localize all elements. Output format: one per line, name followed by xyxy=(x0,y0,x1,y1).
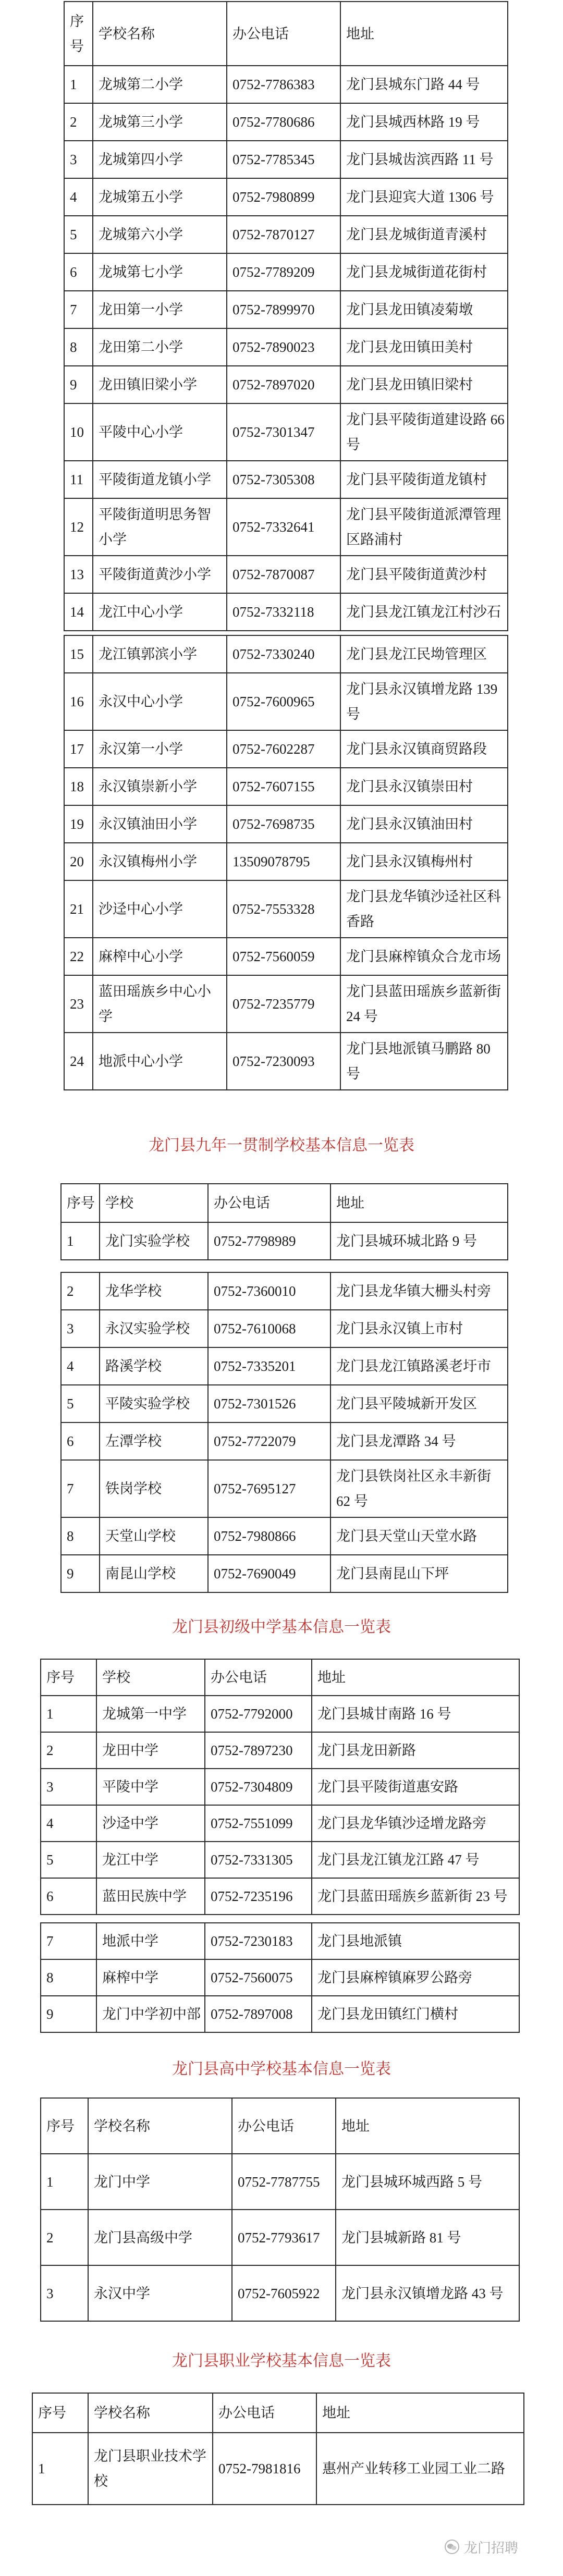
cell-school-name: 沙迳中心小学 xyxy=(93,880,227,938)
cell-phone: 0752-7897230 xyxy=(205,1732,312,1769)
cell-school-name: 蓝田民族中学 xyxy=(96,1878,205,1915)
cell-phone: 0752-7230093 xyxy=(227,1033,340,1090)
cell-school-name: 永汉镇油田小学 xyxy=(93,805,227,843)
cell-address: 龙门县平陵街道派潭管理区路浦村 xyxy=(340,498,508,556)
cell-school-name: 永汉镇梅州小学 xyxy=(93,843,227,880)
cell-school-name: 永汉镇崇新小学 xyxy=(93,768,227,805)
table-row xyxy=(64,556,508,593)
cell-phone: 0752-7890023 xyxy=(227,328,340,366)
cell-index: 23 xyxy=(64,975,93,1033)
cell-phone: 0752-7600965 xyxy=(227,673,340,730)
header-school-name: 学校名称 xyxy=(88,2393,213,2433)
cell-index: 2 xyxy=(41,2210,88,2265)
cell-address: 龙门县南昆山下坪 xyxy=(331,1555,508,1592)
table-row xyxy=(61,1272,508,1310)
cell-phone: 0752-7690049 xyxy=(208,1555,331,1592)
table-row xyxy=(41,1732,519,1769)
cell-school-name: 龙田第二小学 xyxy=(93,328,227,366)
table-row xyxy=(64,635,508,673)
cell-address: 龙门县龙潭路 34 号 xyxy=(331,1422,508,1460)
header-index: 序号 xyxy=(32,2393,88,2433)
header-phone: 办公电话 xyxy=(227,2,340,66)
table-row xyxy=(41,2265,519,2321)
table-row xyxy=(64,403,508,461)
table-row xyxy=(64,216,508,253)
table-row xyxy=(64,461,508,498)
cell-index: 9 xyxy=(41,1996,96,2032)
cell-address: 龙门县永汉镇商贸路段 xyxy=(340,730,508,768)
table-row xyxy=(41,1805,519,1842)
cell-index: 20 xyxy=(64,843,93,880)
cell-phone: 0752-7553328 xyxy=(227,880,340,938)
table-row xyxy=(61,1517,508,1555)
cell-phone: 0752-7695127 xyxy=(208,1460,331,1517)
cell-school-name: 沙迳中学 xyxy=(96,1805,205,1842)
header-index: 序号 xyxy=(64,2,93,66)
high-school-table xyxy=(40,2097,520,2322)
table-header-row xyxy=(32,2393,524,2433)
cell-index: 10 xyxy=(64,403,93,461)
cell-school-name: 路溪学校 xyxy=(100,1347,208,1385)
table-row xyxy=(64,498,508,556)
cell-address: 龙门县城齿滨西路 11 号 xyxy=(340,141,508,178)
wechat-account-logo-icon xyxy=(444,2539,460,2555)
cell-phone: 0752-7605922 xyxy=(232,2265,336,2321)
table-row xyxy=(41,1878,519,1915)
cell-phone: 0752-7789209 xyxy=(227,253,340,291)
table-row xyxy=(64,291,508,328)
table-row xyxy=(61,1222,508,1260)
cell-index: 3 xyxy=(61,1310,100,1347)
cell-school-name: 南昆山学校 xyxy=(100,1555,208,1592)
nine-year-school-table xyxy=(60,1183,508,1260)
high-school-table-title: 龙门县高中学校基本信息一览表 xyxy=(172,2060,391,2078)
cell-phone: 0752-7793617 xyxy=(232,2210,336,2265)
cell-phone: 0752-7897008 xyxy=(205,1996,312,2032)
cell-address: 龙门县麻榨镇麻罗公路旁 xyxy=(312,1959,519,1996)
cell-phone: 0752-7332118 xyxy=(227,593,340,631)
table-row xyxy=(61,1347,508,1385)
cell-school-name: 平陵街道黄沙小学 xyxy=(93,556,227,593)
cell-school-name: 永汉中心小学 xyxy=(93,673,227,730)
table-row xyxy=(41,2210,519,2265)
cell-school-name: 麻榨中心小学 xyxy=(93,938,227,975)
cell-address: 龙门县蓝田瑶族乡蓝新街 23 号 xyxy=(312,1878,519,1915)
cell-school-name: 平陵中心小学 xyxy=(93,403,227,461)
cell-school-name: 铁岗学校 xyxy=(100,1460,208,1517)
cell-index: 5 xyxy=(64,216,93,253)
cell-phone: 0752-7897020 xyxy=(227,366,340,403)
cell-index: 1 xyxy=(32,2433,88,2505)
cell-phone: 0752-7722079 xyxy=(208,1422,331,1460)
cell-phone: 0752-7230183 xyxy=(205,1923,312,1959)
cell-school-name: 地派中学 xyxy=(96,1923,205,1959)
table-header-row xyxy=(64,2,508,66)
cell-school-name: 左潭学校 xyxy=(100,1422,208,1460)
table-row xyxy=(64,1033,508,1090)
cell-address: 龙门县城西林路 19 号 xyxy=(340,103,508,141)
table-row xyxy=(64,768,508,805)
cell-index: 5 xyxy=(61,1385,100,1422)
cell-phone: 0752-7980899 xyxy=(227,178,340,216)
cell-school-name: 平陵街道龙镇小学 xyxy=(93,461,227,498)
table-row xyxy=(41,1996,519,2032)
cell-address: 龙门县永汉镇上市村 xyxy=(331,1310,508,1347)
cell-address: 龙门县永汉镇增龙路 139 号 xyxy=(340,673,508,730)
cell-school-name: 龙城第四小学 xyxy=(93,141,227,178)
cell-phone: 0752-7332641 xyxy=(227,498,340,556)
cell-address: 惠州产业转移工业园工业二路 xyxy=(316,2433,524,2505)
cell-phone: 0752-7899970 xyxy=(227,291,340,328)
header-address: 地址 xyxy=(316,2393,524,2433)
cell-address: 龙门县城甘南路 16 号 xyxy=(312,1696,519,1732)
cell-school-name: 龙城第三小学 xyxy=(93,103,227,141)
cell-phone: 0752-7785345 xyxy=(227,141,340,178)
junior-middle-school-table-continued xyxy=(40,1922,520,2033)
cell-address: 龙门县迎宾大道 1306 号 xyxy=(340,178,508,216)
cell-school-name: 龙江镇郭滨小学 xyxy=(93,635,227,673)
cell-phone: 0752-7798989 xyxy=(208,1222,331,1260)
cell-index: 6 xyxy=(41,1878,96,1915)
cell-school-name: 龙门中学初中部 xyxy=(96,1996,205,2032)
cell-school-name: 龙江中学 xyxy=(96,1842,205,1878)
cell-address: 龙门县龙江镇路溪老圩市 xyxy=(331,1347,508,1385)
table-row xyxy=(64,975,508,1033)
table-row xyxy=(41,2154,519,2210)
cell-address: 龙门县龙田新路 xyxy=(312,1732,519,1769)
cell-school-name: 龙田镇旧梁小学 xyxy=(93,366,227,403)
cell-phone: 0752-7331305 xyxy=(205,1842,312,1878)
table-header-row xyxy=(61,1184,508,1222)
table-header-row xyxy=(41,1659,519,1696)
cell-phone: 0752-7980866 xyxy=(208,1517,331,1555)
junior-middle-school-table-title: 龙门县初级中学基本信息一览表 xyxy=(172,1618,391,1636)
table-row xyxy=(61,1422,508,1460)
nine-year-school-table-continued xyxy=(60,1272,508,1593)
cell-index: 16 xyxy=(64,673,93,730)
table-row xyxy=(64,673,508,730)
cell-index: 24 xyxy=(64,1033,93,1090)
table-row xyxy=(64,366,508,403)
table-row xyxy=(64,730,508,768)
cell-index: 14 xyxy=(64,593,93,631)
cell-index: 1 xyxy=(61,1222,100,1260)
header-phone: 办公电话 xyxy=(232,2098,336,2154)
cell-address: 龙门县平陵街道黄沙村 xyxy=(340,556,508,593)
cell-school-name: 龙田第一小学 xyxy=(93,291,227,328)
table-row xyxy=(64,593,508,631)
cell-index: 21 xyxy=(64,880,93,938)
cell-index: 6 xyxy=(64,253,93,291)
cell-phone: 0752-7870127 xyxy=(227,216,340,253)
cell-address: 龙门县龙华镇大栅头村旁 xyxy=(331,1272,508,1310)
cell-phone: 0752-7330240 xyxy=(227,635,340,673)
cell-phone: 0752-7560059 xyxy=(227,938,340,975)
table-row xyxy=(64,843,508,880)
cell-school-name: 天堂山学校 xyxy=(100,1517,208,1555)
cell-school-name: 蓝田瑶族乡中心小学 xyxy=(93,975,227,1033)
table-row xyxy=(41,1923,519,1959)
header-address: 地址 xyxy=(312,1659,519,1696)
cell-address: 龙门县龙城街道花街村 xyxy=(340,253,508,291)
cell-address: 龙门县平陵街道龙镇村 xyxy=(340,461,508,498)
header-school-name: 学校名称 xyxy=(93,2,227,66)
cell-phone: 0752-7301526 xyxy=(208,1385,331,1422)
cell-phone: 0752-7610068 xyxy=(208,1310,331,1347)
cell-school-name: 地派中心小学 xyxy=(93,1033,227,1090)
cell-index: 4 xyxy=(61,1347,100,1385)
cell-index: 2 xyxy=(61,1272,100,1310)
cell-phone: 0752-7301347 xyxy=(227,403,340,461)
nine-year-school-table-title: 龙门县九年一贯制学校基本信息一览表 xyxy=(149,1137,414,1154)
cell-index: 1 xyxy=(64,66,93,103)
cell-index: 6 xyxy=(61,1422,100,1460)
header-address: 地址 xyxy=(336,2098,519,2154)
table-row xyxy=(61,1385,508,1422)
cell-address: 龙门县平陵街道建设路 66 号 xyxy=(340,403,508,461)
cell-school-name: 龙城第二小学 xyxy=(93,66,227,103)
cell-index: 1 xyxy=(41,1696,96,1732)
vocational-school-table-title: 龙门县职业学校基本信息一览表 xyxy=(172,2352,391,2370)
cell-school-name: 永汉第一小学 xyxy=(93,730,227,768)
cell-address: 龙门县平陵城新开发区 xyxy=(331,1385,508,1422)
table-row xyxy=(64,178,508,216)
cell-address: 龙门县龙田镇旧梁村 xyxy=(340,366,508,403)
watermark xyxy=(444,2536,518,2557)
cell-index: 15 xyxy=(64,635,93,673)
header-index: 序号 xyxy=(41,2098,88,2154)
cell-address: 龙门县永汉镇油田村 xyxy=(340,805,508,843)
header-address: 地址 xyxy=(340,2,508,66)
cell-school-name: 龙门实验学校 xyxy=(100,1222,208,1260)
cell-index: 3 xyxy=(41,2265,88,2321)
cell-address: 龙门县永汉镇崇田村 xyxy=(340,768,508,805)
table-row xyxy=(32,2433,524,2505)
table-row xyxy=(41,1959,519,1996)
cell-index: 7 xyxy=(41,1923,96,1959)
cell-phone: 0752-7981816 xyxy=(213,2433,316,2505)
table-row xyxy=(41,1842,519,1878)
cell-index: 3 xyxy=(41,1769,96,1805)
cell-address: 龙门县永汉镇梅州村 xyxy=(340,843,508,880)
cell-phone: 0752-7787755 xyxy=(232,2154,336,2210)
table-row xyxy=(41,1696,519,1732)
cell-index: 9 xyxy=(61,1555,100,1592)
cell-school-name: 平陵中学 xyxy=(96,1769,205,1805)
table-row xyxy=(64,66,508,103)
cell-phone: 0752-7335201 xyxy=(208,1347,331,1385)
cell-index: 7 xyxy=(64,291,93,328)
table-row xyxy=(64,880,508,938)
table-row xyxy=(61,1310,508,1347)
cell-phone: 0752-7792000 xyxy=(205,1696,312,1732)
cell-address: 龙门县麻榨镇众合龙市场 xyxy=(340,938,508,975)
header-phone: 办公电话 xyxy=(205,1659,312,1696)
cell-phone: 0752-7304809 xyxy=(205,1769,312,1805)
cell-address: 龙门县平陵街道惠安路 xyxy=(312,1769,519,1805)
cell-address: 龙门县地派镇 xyxy=(312,1923,519,1959)
cell-index: 13 xyxy=(64,556,93,593)
cell-index: 19 xyxy=(64,805,93,843)
table-row xyxy=(41,1769,519,1805)
cell-address: 龙门县龙城街道青溪村 xyxy=(340,216,508,253)
cell-address: 龙门县龙田镇田美村 xyxy=(340,328,508,366)
cell-index: 22 xyxy=(64,938,93,975)
cell-index: 4 xyxy=(64,178,93,216)
cell-phone: 0752-7235196 xyxy=(205,1878,312,1915)
cell-phone: 0752-7551099 xyxy=(205,1805,312,1842)
cell-phone: 0752-7305308 xyxy=(227,461,340,498)
table-row xyxy=(61,1460,508,1517)
table-row xyxy=(64,805,508,843)
cell-address: 龙门县龙华镇沙迳增龙路旁 xyxy=(312,1805,519,1842)
cell-school-name: 龙城第五小学 xyxy=(93,178,227,216)
cell-phone: 13509078795 xyxy=(227,843,340,880)
cell-index: 1 xyxy=(41,2154,88,2210)
header-index: 序号 xyxy=(61,1184,100,1222)
cell-school-name: 永汉中学 xyxy=(88,2265,232,2321)
cell-phone: 0752-7607155 xyxy=(227,768,340,805)
header-school-name: 学校 xyxy=(100,1184,208,1222)
cell-phone: 0752-7602287 xyxy=(227,730,340,768)
cell-school-name: 平陵街道明思务智小学 xyxy=(93,498,227,556)
cell-phone: 0752-7780686 xyxy=(227,103,340,141)
cell-address: 龙门县龙田镇凌菊墩 xyxy=(340,291,508,328)
cell-index: 17 xyxy=(64,730,93,768)
cell-address: 龙门县龙华镇沙迳社区科香路 xyxy=(340,880,508,938)
cell-address: 龙门县铁岗社区永丰新街 62 号 xyxy=(331,1460,508,1517)
cell-index: 3 xyxy=(64,141,93,178)
cell-school-name: 龙田中学 xyxy=(96,1732,205,1769)
cell-address: 龙门县龙江镇龙江村沙石 xyxy=(340,593,508,631)
cell-address: 龙门县蓝田瑶族乡蓝新街 24 号 xyxy=(340,975,508,1033)
cell-address: 龙门县城东门路 44 号 xyxy=(340,66,508,103)
cell-address: 龙门县地派镇马鹏路 80 号 xyxy=(340,1033,508,1090)
cell-school-name: 永汉实验学校 xyxy=(100,1310,208,1347)
table-row xyxy=(61,1555,508,1592)
primary-school-table-continued xyxy=(64,635,508,1090)
cell-index: 9 xyxy=(64,366,93,403)
vocational-school-table xyxy=(32,2393,524,2505)
header-school-name: 学校名称 xyxy=(88,2098,232,2154)
cell-address: 龙门县城环城西路 5 号 xyxy=(336,2154,519,2210)
table-header-row xyxy=(41,2098,519,2154)
cell-index: 8 xyxy=(61,1517,100,1555)
primary-school-table xyxy=(64,1,508,631)
cell-address: 龙门县天堂山天堂水路 xyxy=(331,1517,508,1555)
cell-address: 龙门县城环城北路 9 号 xyxy=(331,1222,508,1260)
cell-school-name: 龙城第七小学 xyxy=(93,253,227,291)
cell-index: 18 xyxy=(64,768,93,805)
table-row xyxy=(64,253,508,291)
cell-index: 4 xyxy=(41,1805,96,1842)
watermark-text: 龙门招聘 xyxy=(464,2540,519,2556)
header-index: 序号 xyxy=(41,1659,96,1696)
cell-school-name: 麻榨中学 xyxy=(96,1959,205,1996)
cell-phone: 0752-7560075 xyxy=(205,1959,312,1996)
cell-school-name: 龙华学校 xyxy=(100,1272,208,1310)
cell-phone: 0752-7786383 xyxy=(227,66,340,103)
cell-address: 龙门县龙江民坳管理区 xyxy=(340,635,508,673)
cell-school-name: 龙江中心小学 xyxy=(93,593,227,631)
cell-address: 龙门县城新路 81 号 xyxy=(336,2210,519,2265)
table-row xyxy=(64,938,508,975)
cell-phone: 0752-7870087 xyxy=(227,556,340,593)
junior-middle-school-table xyxy=(40,1659,520,1915)
cell-index: 12 xyxy=(64,498,93,556)
cell-phone: 0752-7698735 xyxy=(227,805,340,843)
cell-index: 5 xyxy=(41,1842,96,1878)
cell-address: 龙门县龙田镇红门横村 xyxy=(312,1996,519,2032)
header-address: 地址 xyxy=(331,1184,508,1222)
header-school-name: 学校 xyxy=(96,1659,205,1696)
cell-index: 11 xyxy=(64,461,93,498)
cell-address: 龙门县永汉镇增龙路 43 号 xyxy=(336,2265,519,2321)
cell-school-name: 龙门县职业技术学校 xyxy=(88,2433,213,2505)
cell-school-name: 龙城第六小学 xyxy=(93,216,227,253)
table-row xyxy=(64,328,508,366)
cell-index: 2 xyxy=(64,103,93,141)
cell-index: 8 xyxy=(41,1959,96,1996)
cell-school-name: 平陵实验学校 xyxy=(100,1385,208,1422)
cell-phone: 0752-7235779 xyxy=(227,975,340,1033)
cell-index: 7 xyxy=(61,1460,100,1517)
table-row xyxy=(64,103,508,141)
header-phone: 办公电话 xyxy=(213,2393,316,2433)
header-phone: 办公电话 xyxy=(208,1184,331,1222)
cell-address: 龙门县龙江镇龙江路 47 号 xyxy=(312,1842,519,1878)
cell-index: 8 xyxy=(64,328,93,366)
cell-school-name: 龙城第一中学 xyxy=(96,1696,205,1732)
cell-phone: 0752-7360010 xyxy=(208,1272,331,1310)
table-row xyxy=(64,141,508,178)
cell-school-name: 龙门县高级中学 xyxy=(88,2210,232,2265)
cell-school-name: 龙门中学 xyxy=(88,2154,232,2210)
cell-index: 2 xyxy=(41,1732,96,1769)
